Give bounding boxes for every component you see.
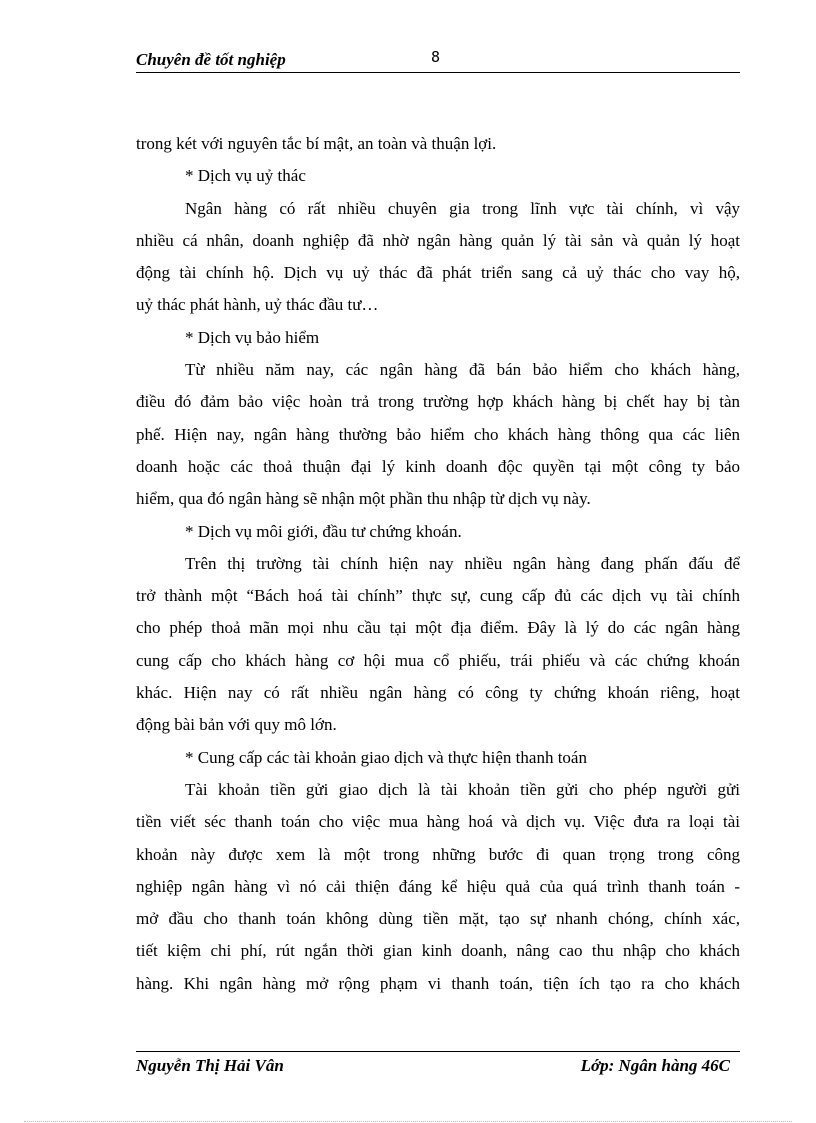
document-title: Chuyên đề tốt nghiệp: [136, 50, 286, 69]
text-line: Trên thị trường tài chính hiện nay nhiều ngân hàng đang phấn đấu để: [185, 553, 740, 573]
text-line: hàng. Khi ngân hàng mở rộng phạm vi thanh toán, tiện ích tạo ra cho khách: [136, 973, 740, 993]
text-line: * Dịch vụ bảo hiểm: [185, 327, 320, 347]
text-line: Từ nhiều năm nay, các ngân hàng đã bán bảo hiểm cho khách hàng,: [185, 360, 740, 380]
text-line: động bài bản với quy mô lớn.: [136, 715, 337, 735]
text-line: tiền viết séc thanh toán cho việc mua hàng hoá và dịch vụ. Việc đưa ra loại tài: [136, 812, 740, 832]
text-line: Ngân hàng có rất nhiều chuyên gia trong lĩnh vực tài chính, vì vậy: [185, 198, 740, 218]
author-name: Nguyễn Thị Hải Vân: [136, 1056, 284, 1075]
page-bottom-edge: [24, 1121, 792, 1122]
text-line: khoản này được xem là một trong những bước đi quan trọng trong công: [136, 844, 740, 864]
class-name: Lớp: Ngân hàng 46C: [580, 1056, 730, 1075]
text-line: trở thành một “Bách hoá tài chính” thực sự, cung cấp đủ các dịch vụ tài chính: [136, 586, 740, 606]
text-line: phế. Hiện nay, ngân hàng thường bảo hiểm cho khách hàng thông qua các liên: [136, 424, 740, 444]
text-line: nhiều cá nhân, doanh nghiệp đã nhờ ngân hàng quản lý tài sản và quản lý hoạt: [136, 230, 740, 250]
text-line: * Dịch vụ uỷ thác: [185, 166, 306, 186]
text-line: tiết kiệm chi phí, rút ngắn thời gian kinh doanh, nâng cao thu nhập cho khách: [136, 941, 740, 961]
body-text: [136, 128, 740, 1000]
text-line: hiểm, qua đó ngân hàng sẽ nhận một phần thu nhập từ dịch vụ này.: [136, 489, 591, 509]
page-footer: [136, 1051, 740, 1075]
page-number: 8: [431, 48, 441, 66]
text-line: điều đó đảm bảo việc hoàn trả trong trường hợp khách hàng bị chết hay bị tàn: [136, 392, 740, 412]
text-line: nghiệp ngân hàng vì nó cải thiện đáng kể hiệu quả của quá trình thanh toán -: [136, 876, 740, 896]
text-line: * Dịch vụ môi giới, đầu tư chứng khoán.: [185, 521, 462, 541]
text-line: khác. Hiện nay có rất nhiều ngân hàng có công ty chứng khoán riêng, hoạt: [136, 683, 740, 703]
text-line: doanh hoặc các thoả thuận đại lý kinh doanh độc quyền tại một công ty bảo: [136, 456, 740, 476]
text-line: * Cung cấp các tài khoản giao dịch và thực hiện thanh toán: [185, 747, 587, 767]
text-line: trong két với nguyên tắc bí mật, an toàn và thuận lợi.: [136, 134, 497, 153]
text-line: mở đầu cho thanh toán không dùng tiền mặt, tạo sự nhanh chóng, chính xác,: [136, 909, 740, 929]
text-line: cho phép thoả mãn mọi nhu cầu tại một địa điểm. Đây là lý do các ngân hàng: [136, 618, 740, 638]
page-header: [136, 46, 740, 73]
text-line: động tài chính hộ. Dịch vụ uỷ thác đã phát triển sang cả uỷ thác cho vay hộ,: [136, 263, 740, 283]
text-line: cung cấp cho khách hàng cơ hội mua cổ phiếu, trái phiếu và các chứng khoán: [136, 650, 740, 670]
text-line: uỷ thác phát hành, uỷ thác đầu tư…: [136, 295, 379, 315]
text-line: Tài khoản tiền gửi giao dịch là tài khoản tiền gửi cho phép người gửi: [185, 779, 740, 799]
